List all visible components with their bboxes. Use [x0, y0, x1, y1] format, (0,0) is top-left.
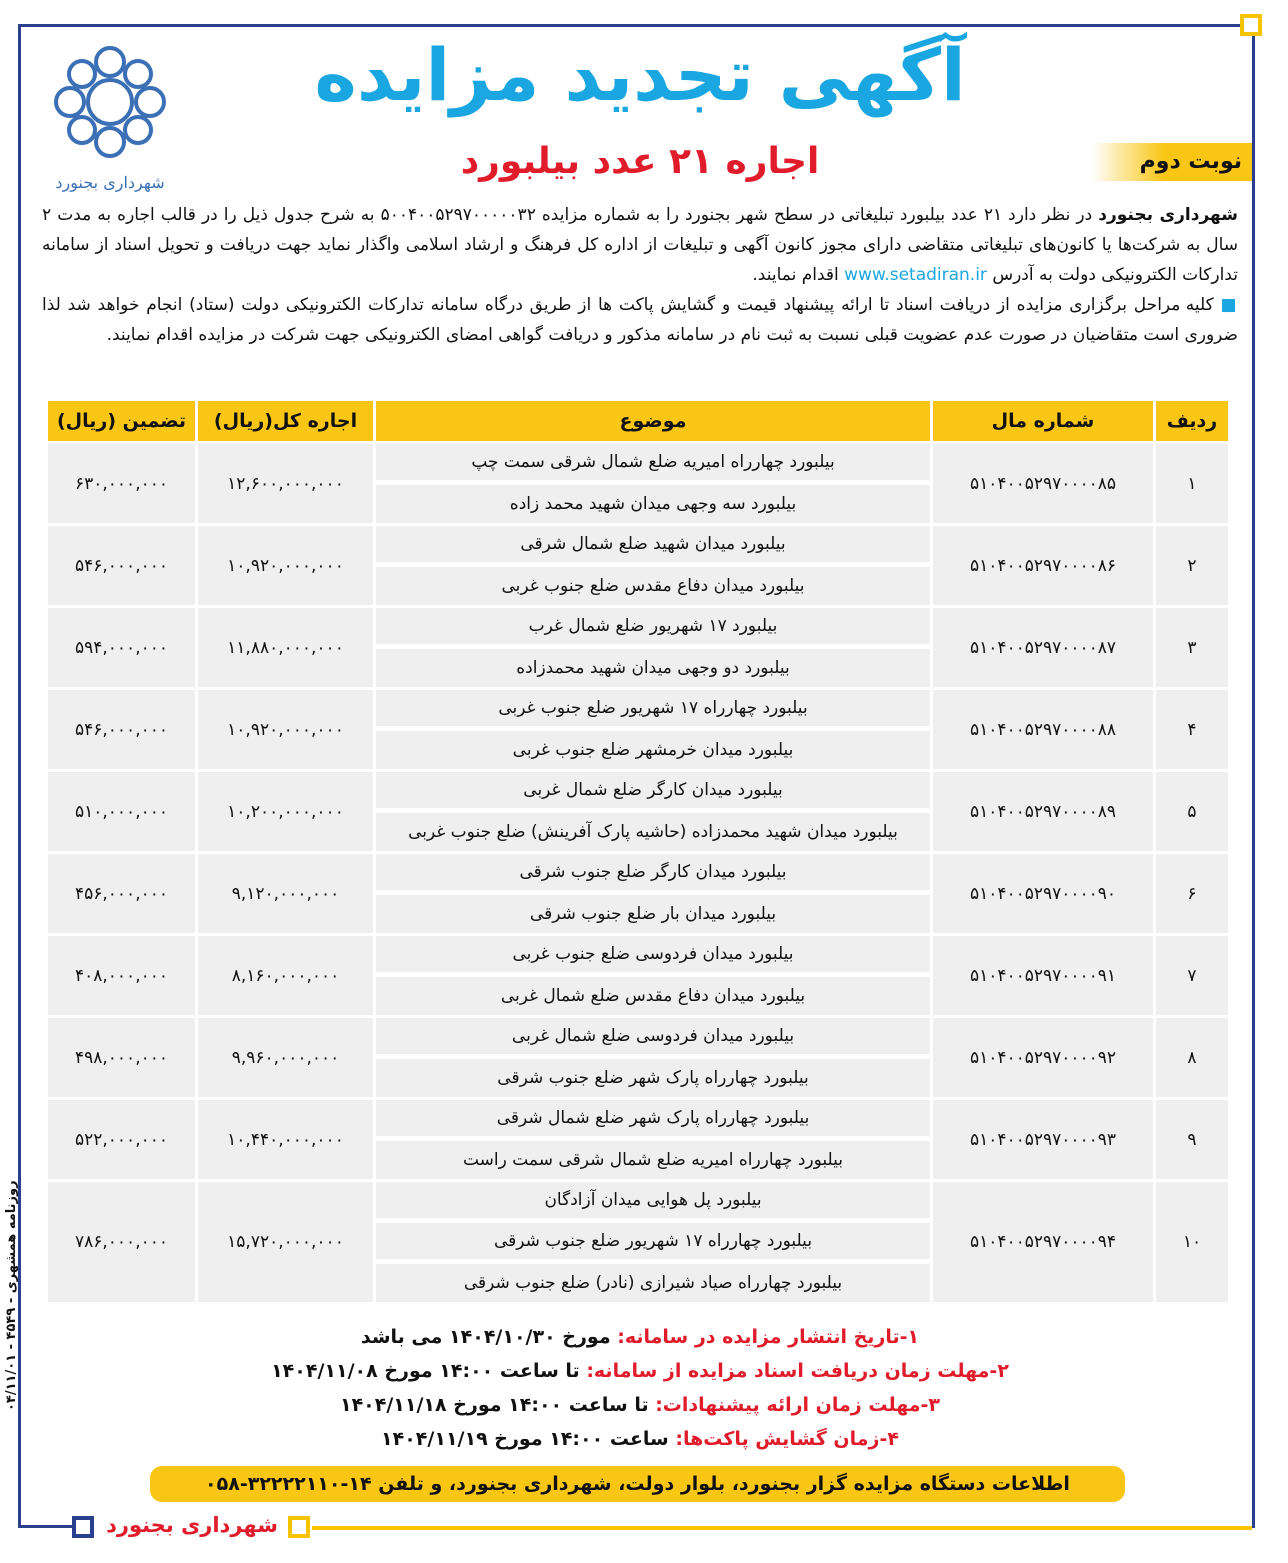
property-id: ۵۱۰۴۰۰۵۲۹۷۰۰۰۰۹۱ — [933, 936, 1153, 1015]
footer-square-yellow-icon — [288, 1516, 310, 1538]
total-rent: ۱۰,۲۰۰,۰۰۰,۰۰۰ — [198, 772, 373, 851]
row-number: ۱۰ — [1156, 1182, 1228, 1302]
row-number: ۹ — [1156, 1100, 1228, 1179]
date-value: تا ساعت ۱۴:۰۰ مورخ ۱۴۰۴/۱۱/۱۸ — [339, 1394, 656, 1416]
footer-square-blue-icon — [72, 1516, 94, 1538]
subject-cell: بیلبورد میدان کارگر ضلع شمال غربی — [376, 772, 930, 810]
row-number: ۵ — [1156, 772, 1228, 851]
subject-cell: بیلبورد میدان خرمشهر ضلع جنوب غربی — [376, 731, 930, 769]
date-label: ۳-مهلت زمان ارائه پیشنهادات: — [655, 1394, 941, 1416]
bullet-icon: ■ — [1213, 295, 1238, 315]
municipality-logo — [45, 40, 175, 200]
total-rent: ۹,۱۲۰,۰۰۰,۰۰۰ — [198, 854, 373, 933]
subject-cell: بیلبورد میدان کارگر ضلع جنوب شرقی — [376, 854, 930, 892]
round-badge: نوبت دوم — [1092, 143, 1252, 181]
subject-cell: بیلبورد میدان شهید ضلع شمال شرقی — [376, 526, 930, 564]
property-id: ۵۱۰۴۰۰۵۲۹۷۰۰۰۰۹۴ — [933, 1182, 1153, 1302]
date-value: مورخ ۱۴۰۴/۱۰/۳۰ می باشد — [360, 1326, 618, 1348]
total-rent: ۹,۹۶۰,۰۰۰,۰۰۰ — [198, 1018, 373, 1097]
subject-cell: بیلبورد میدان فردوسی ضلع جنوب غربی — [376, 936, 930, 974]
subject-cell: بیلبورد میدان دفاع مقدس ضلع جنوب غربی — [376, 567, 930, 605]
billboards-table — [45, 398, 1231, 1305]
page-subtitle: اجاره ۲۱ عدد بیلبورد — [460, 141, 820, 182]
subject-cell: بیلبورد چهارراه امیریه ضلع شمال شرقی سمت چپ — [376, 444, 930, 482]
total-rent: ۸,۱۶۰,۰۰۰,۰۰۰ — [198, 936, 373, 1015]
setadiran-link[interactable]: www.setadiran.ir — [844, 265, 987, 285]
subject-cell: بیلبورد چهارراه ۱۷ شهریور ضلع جنوب شرقی — [376, 1223, 930, 1261]
date-item — [140, 1422, 1140, 1456]
date-item — [140, 1388, 1140, 1422]
row-number: ۶ — [1156, 854, 1228, 933]
row-number: ۳ — [1156, 608, 1228, 687]
property-id: ۵۱۰۴۰۰۵۲۹۷۰۰۰۰۹۰ — [933, 854, 1153, 933]
row-number: ۷ — [1156, 936, 1228, 1015]
deposit: ۷۸۶,۰۰۰,۰۰۰ — [48, 1182, 195, 1302]
table-row — [48, 444, 1228, 482]
subject-cell: بیلبورد سه وجهی میدان شهید محمد زاده — [376, 485, 930, 523]
property-id: ۵۱۰۴۰۰۵۲۹۷۰۰۰۰۹۳ — [933, 1100, 1153, 1179]
header-row-no: ردیف — [1156, 401, 1228, 441]
table-row — [48, 1100, 1228, 1138]
property-id: ۵۱۰۴۰۰۵۲۹۷۰۰۰۰۸۹ — [933, 772, 1153, 851]
deposit: ۵۲۲,۰۰۰,۰۰۰ — [48, 1100, 195, 1179]
subject-cell: بیلبورد میدان شهید محمدزاده (حاشیه پارک آفرینش) ضلع جنوب غربی — [376, 813, 930, 851]
subject-cell: بیلبورد چهارراه پارک شهر ضلع جنوب شرقی — [376, 1059, 930, 1097]
total-rent: ۱۰,۴۴۰,۰۰۰,۰۰۰ — [198, 1100, 373, 1179]
corner-square-icon — [1240, 14, 1262, 36]
subject-cell: بیلبورد میدان فردوسی ضلع شمال غربی — [376, 1018, 930, 1056]
frame-bottom-border — [18, 1525, 78, 1528]
deposit: ۵۹۴,۰۰۰,۰۰۰ — [48, 608, 195, 687]
row-number: ۲ — [1156, 526, 1228, 605]
table-row — [48, 772, 1228, 810]
subject-cell: بیلبورد چهارراه امیریه ضلع شمال شرقی سمت راست — [376, 1141, 930, 1179]
footer-line — [312, 1526, 1252, 1530]
table-row — [48, 854, 1228, 892]
property-id: ۵۱۰۴۰۰۵۲۹۷۰۰۰۰۸۸ — [933, 690, 1153, 769]
total-rent: ۱۲,۶۰۰,۰۰۰,۰۰۰ — [198, 444, 373, 523]
table-row — [48, 936, 1228, 974]
deposit: ۵۴۶,۰۰۰,۰۰۰ — [48, 526, 195, 605]
intro-text — [42, 200, 1238, 350]
date-value: ساعت ۱۴:۰۰ مورخ ۱۴۰۴/۱۱/۱۹ — [381, 1428, 676, 1450]
frame-top-border — [18, 24, 1255, 27]
dates-list — [140, 1320, 1140, 1456]
page-title: آگهی تجدید مزایده — [314, 33, 966, 117]
header-subject: موضوع — [376, 401, 930, 441]
row-number: ۱ — [1156, 444, 1228, 523]
deposit: ۵۴۶,۰۰۰,۰۰۰ — [48, 690, 195, 769]
table-header-row — [48, 401, 1228, 441]
frame-right-border — [1252, 24, 1255, 1528]
header-property-id: شماره مال — [933, 401, 1153, 441]
logo-text: شهرداری بجنورد — [55, 173, 165, 192]
subject-cell: بیلبورد چهارراه پارک شهر ضلع شمال شرقی — [376, 1100, 930, 1138]
newspaper-side-note: روزنامه همشهری - ۴۵۴۹ - ۰۴/۱۱/۰۱ — [4, 1180, 19, 1411]
property-id: ۵۱۰۴۰۰۵۲۹۷۰۰۰۰۸۶ — [933, 526, 1153, 605]
date-label: ۴-زمان گشایش پاکت‌ها: — [675, 1428, 899, 1450]
date-label: ۱-تاریخ انتشار مزایده در سامانه: — [617, 1326, 920, 1348]
subject-cell: بیلبورد میدان دفاع مقدس ضلع شمال غربی — [376, 977, 930, 1015]
header-deposit: تضمین (ریال) — [48, 401, 195, 441]
intro-paragraph-1: در نظر دارد ۲۱ عدد بیلبورد تبلیغاتی در سطح شهر بجنورد را به شماره مزایده ۵۰۰۴۰۰۵۲۹۷۰۰۰۰۰۳۲ به شرح جدول ذیل را در قالب اجاره به مدت ۲ سال به شرکت‌ها یا کانون‌های تبلیغاتی متقاضی دارای مجوز کانون آگهی و تبلیغات از اداره کل فرهنگ و ارشاد اسلامی واگذار نماید جهت دریافت و تحویل اسناد از سامانه تدارکات الکترونیکی دولت به آدرس — [42, 205, 1238, 285]
subject-cell: بیلبورد پل هوایی میدان آزادگان — [376, 1182, 930, 1220]
total-rent: ۱۵,۷۲۰,۰۰۰,۰۰۰ — [198, 1182, 373, 1302]
property-id: ۵۱۰۴۰۰۵۲۹۷۰۰۰۰۸۷ — [933, 608, 1153, 687]
org-name: شهرداری بجنورد — [1098, 205, 1238, 225]
subject-cell: بیلبورد ۱۷ شهریور ضلع شمال غرب — [376, 608, 930, 646]
date-label: ۲-مهلت زمان دریافت اسناد مزایده از سامانه: — [586, 1360, 1009, 1382]
deposit: ۵۱۰,۰۰۰,۰۰۰ — [48, 772, 195, 851]
deposit: ۴۹۸,۰۰۰,۰۰۰ — [48, 1018, 195, 1097]
date-item — [140, 1320, 1140, 1354]
total-rent: ۱۱,۸۸۰,۰۰۰,۰۰۰ — [198, 608, 373, 687]
date-item — [140, 1354, 1140, 1388]
footer-municipality-name: شهرداری بجنورد — [106, 1513, 278, 1537]
header-total-rent: اجاره کل(ریال) — [198, 401, 373, 441]
table-row — [48, 1018, 1228, 1056]
intro-paragraph-2: کلیه مراحل برگزاری مزایده از دریافت اسناد تا ارائه پیشنهاد قیمت و گشایش پاکت ها از طریق درگاه سامانه تدارکات الکترونیکی دولت (ستاد) انجام خواهد شد لذا ضروری است متقاضیان در صورت عدم عضویت قبلی نسبت به ثبت نام در سامانه مذکور و دریافت گواهی امضای الکترونیکی جهت شرکت در مزایده اقدام نمایند. — [42, 295, 1238, 345]
table-row — [48, 526, 1228, 564]
property-id: ۵۱۰۴۰۰۵۲۹۷۰۰۰۰۹۲ — [933, 1018, 1153, 1097]
deposit: ۴۵۶,۰۰۰,۰۰۰ — [48, 854, 195, 933]
property-id: ۵۱۰۴۰۰۵۲۹۷۰۰۰۰۸۵ — [933, 444, 1153, 523]
row-number: ۴ — [1156, 690, 1228, 769]
date-value: تا ساعت ۱۴:۰۰ مورخ ۱۴۰۴/۱۱/۰۸ — [271, 1360, 587, 1382]
table-row — [48, 690, 1228, 728]
table-row — [48, 608, 1228, 646]
subject-cell: بیلبورد میدان بار ضلع جنوب شرقی — [376, 895, 930, 933]
intro-paragraph-1-end: اقدام نمایند. — [752, 265, 845, 285]
deposit: ۴۰۸,۰۰۰,۰۰۰ — [48, 936, 195, 1015]
row-number: ۸ — [1156, 1018, 1228, 1097]
subject-cell: بیلبورد چهارراه صیاد شیرازی (نادر) ضلع جنوب شرقی — [376, 1264, 930, 1302]
deposit: ۶۳۰,۰۰۰,۰۰۰ — [48, 444, 195, 523]
total-rent: ۱۰,۹۲۰,۰۰۰,۰۰۰ — [198, 526, 373, 605]
subject-cell: بیلبورد دو وجهی میدان شهید محمدزاده — [376, 649, 930, 687]
total-rent: ۱۰,۹۲۰,۰۰۰,۰۰۰ — [198, 690, 373, 769]
subject-cell: بیلبورد چهارراه ۱۷ شهریور ضلع جنوب غربی — [376, 690, 930, 728]
table-row — [48, 1182, 1228, 1220]
contact-info-bar: اطلاعات دستگاه مزایده گزار بجنورد، بلوار دولت، شهرداری بجنورد، و تلفن ۱۴-۳۲۲۲۲۱۱۰-۰۵۸ — [150, 1466, 1125, 1502]
